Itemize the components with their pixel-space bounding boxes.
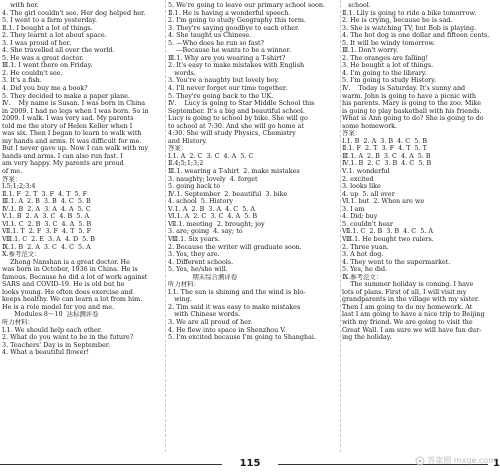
text-line: 5. They decided to make a paper plane. bbox=[2, 92, 130, 100]
text-line: ing the holiday. bbox=[342, 334, 392, 342]
text-line: 3. We are all proud of her. bbox=[168, 318, 253, 326]
text-line: am very happy. My parents are proud bbox=[2, 160, 124, 168]
column-divider-2 bbox=[340, 0, 341, 452]
text-line: 4. The hot dog is one dollar and fifteen cents. bbox=[342, 32, 490, 40]
text-line: 3. A hot dog. bbox=[342, 251, 384, 259]
text-line: Ⅵ.1. but 2. When are we bbox=[342, 198, 425, 206]
text-line: some homework. bbox=[342, 122, 398, 130]
text-line: Ⅴ.1. A 2. B 3. A 4. C 5. A bbox=[168, 205, 255, 213]
text-line: 5. Yes, he/she will. bbox=[168, 266, 228, 274]
text-line: 2. What do you want to be in the future? bbox=[2, 334, 134, 342]
text-line: told me the story of Helen Keller when I bbox=[2, 122, 133, 130]
text-line: 5. going back to bbox=[168, 183, 221, 191]
text-line: 3. They're saying goodbye to each other. bbox=[168, 24, 300, 32]
text-line: 2. He is crying, because he is sad. bbox=[342, 17, 453, 25]
text-line: 2. It's easy to make mistakes with English bbox=[168, 62, 305, 70]
watermark-logo-icon bbox=[415, 456, 425, 466]
text-line: 5. They're going back to the UK. bbox=[168, 92, 274, 100]
text-line: 3. I was proud of her. bbox=[2, 39, 72, 47]
text-line: Ⅶ.1. meeting 2. brought; joy bbox=[168, 220, 265, 228]
text-line: Ⅰ.1. B 2. A 3. B 4. C 5. B bbox=[342, 137, 428, 145]
text-line: 答案： bbox=[2, 175, 22, 183]
edge-mark: 1 bbox=[493, 458, 500, 469]
text-line: 5. It will be windy tomorrow. bbox=[342, 39, 436, 47]
text-line: Ⅹ.参考范文： bbox=[2, 251, 41, 259]
text-line: —Because he wants to be a winner. bbox=[168, 47, 291, 55]
text-line: Ⅷ.1. Six years. bbox=[168, 235, 220, 243]
text-line: school. bbox=[342, 2, 371, 9]
text-line: 3. looks like bbox=[342, 183, 381, 191]
text-line: 2. Because the writer will graduate soon. bbox=[168, 243, 302, 251]
watermark-text: 答案圈 mxqe.com bbox=[427, 456, 496, 465]
text-line: to school at 7:30. And she will go home at bbox=[168, 122, 304, 130]
text-line: Ⅴ.1. wonderful bbox=[342, 168, 390, 176]
text-line: Ⅲ.1. A 2. B 3. C 4. A 5. B bbox=[342, 152, 431, 160]
text-line: 3. naughty; lovely 4. forget bbox=[168, 175, 258, 183]
page-number: 115 bbox=[239, 458, 261, 469]
text-line: Ⅰ.5;1;2;3;4 bbox=[2, 183, 36, 191]
text-line: He is a role model for you and me. bbox=[2, 303, 115, 311]
text-line: was six. Then I began to learn to walk with bbox=[2, 130, 142, 138]
text-line: Ⅳ. Lucy is going to Star Middle School this bbox=[168, 100, 315, 108]
text-line: Great Wall. I am sure we will have fun dur- bbox=[342, 326, 482, 334]
text-line: 4. up 5. all over bbox=[342, 190, 395, 198]
text-line: 4. Different schools. bbox=[168, 258, 234, 266]
text-line: Ⅷ.1. C 2. E 3. A 4. D 5. B bbox=[2, 235, 95, 243]
text-line: The summer holiday is coming. I have bbox=[342, 281, 474, 289]
text-line: Ⅴ.1. B 2. A 3. C 4. B 5. A bbox=[2, 213, 90, 221]
text-line: 4. Did; buy bbox=[342, 213, 378, 221]
text-line: Ⅳ.1. B 2. C 3. B 4. C 5. B bbox=[342, 160, 432, 168]
text-line: Then I am going to do my homework. At bbox=[342, 303, 473, 311]
text-line: last I am going to have a nice trip to Beijing bbox=[342, 311, 485, 319]
text-line: 3. He bought a lot of things. bbox=[342, 62, 434, 70]
text-line: lots of plans. First of all, I will visit my bbox=[342, 288, 467, 296]
text-line: Ⅰ.1. We should help each other. bbox=[2, 326, 103, 334]
text-line: 3. She is watching TV, but Bob is playing. bbox=[342, 24, 477, 32]
text-line: Ⅱ.1. F 2. T 3. F 4. T 5. F bbox=[2, 190, 88, 198]
text-line: Ⅱ.1. Lily is going to ride a bike tomorrow. bbox=[342, 9, 477, 17]
column-middle bbox=[168, 2, 338, 342]
text-line: was born in October, 1936 in China. He is bbox=[2, 266, 138, 274]
text-line: 5. I'm going to study History. bbox=[342, 77, 437, 85]
text-line: 4. What a beautiful flower! bbox=[2, 349, 90, 357]
text-line: 2. The oranges are falling! bbox=[342, 54, 429, 62]
text-line: 3. Yes, they are. bbox=[168, 251, 220, 259]
text-line: 2. They learnt a lot about space. bbox=[2, 32, 107, 40]
text-line: Ⅱ.1. He is having a wonderful speech. bbox=[168, 9, 291, 17]
text-line: 3. It's a fish. bbox=[2, 77, 42, 85]
footer-rule-left bbox=[0, 464, 222, 465]
text-line: warm. John is going to have a picnic with bbox=[342, 92, 477, 100]
text-line: my hands and arms. It was difficult for me. bbox=[2, 137, 142, 145]
text-line: Ⅲ.1. A 2. B 3. B 4. C 5. B bbox=[2, 198, 91, 206]
text-line: 5. —Who does he run so fast? bbox=[168, 39, 264, 47]
text-line: Ⅱ.4;5;1;3;2 bbox=[168, 160, 204, 168]
text-line: 4. school 5. History bbox=[168, 198, 234, 206]
text-line: Ⅲ.1. I went there on Friday. bbox=[2, 62, 93, 70]
text-line: 4. He flew into space in Shenzhou V. bbox=[168, 326, 286, 334]
text-line: 期末综合测评卷 bbox=[168, 273, 238, 281]
text-line: Ⅳ.1. B 2. A 3. A 4. A 5. C bbox=[2, 205, 91, 213]
text-line: Ⅸ.1. B 2. A 3. C 4. C 5. A bbox=[2, 243, 91, 251]
text-line: looks young. He often does exercise and bbox=[2, 288, 133, 296]
text-line: Zhong Nanshan is a great doctor. He bbox=[2, 258, 130, 266]
text-line: is going to play basketball with his friends. bbox=[342, 107, 482, 115]
text-line: 4. She taught us Chinese. bbox=[168, 32, 252, 40]
text-line: keeps healthy. We can learn a lot from him. bbox=[2, 296, 143, 304]
text-line: 听力材料： bbox=[2, 318, 34, 326]
watermark bbox=[415, 455, 496, 466]
text-line: 5. We're going to leave our primary school soon. bbox=[168, 2, 325, 9]
text-line: Ⅶ.1. T 2. F 3. F 4. T 5. F bbox=[2, 228, 92, 236]
text-line: Ⅰ.1. The sun is shining and the wind is blo- bbox=[168, 288, 306, 296]
text-line: 听力材料： bbox=[168, 281, 200, 289]
text-line: September. It's a big and beautiful school. bbox=[168, 107, 305, 115]
text-line: hands and arms. I can also run fast. I bbox=[2, 152, 123, 160]
text-line: 2. Tim said it was easy to make mistakes bbox=[168, 303, 301, 311]
text-line: 2009. I walk. I was very sad. My parents bbox=[2, 115, 134, 123]
text-line: Ⅶ.1. C 2. B 3. B 4. C 5. A bbox=[342, 228, 433, 236]
column-divider-1 bbox=[165, 0, 166, 452]
text-line: 2. I'm going to study Geography this term. bbox=[168, 17, 306, 25]
text-line: in 2009. I had no legs when I was born. So in bbox=[2, 107, 149, 115]
text-line: words. bbox=[168, 69, 196, 77]
text-line: grandparents in the village with my sister. bbox=[342, 296, 480, 304]
text-line: Ⅲ.1. wearing a T-shirt 2. make mistakes bbox=[168, 168, 300, 176]
text-line: 2. excited bbox=[342, 175, 374, 183]
column-right bbox=[342, 2, 498, 342]
text-line: Ⅲ.1. Why are you wearing a T-shirt? bbox=[168, 54, 286, 62]
text-line: Ⅷ.1. He bought two rulers. bbox=[342, 235, 434, 243]
text-line: What is Ann going to do? She is going to do bbox=[342, 115, 484, 123]
text-line: Ⅱ.1. F 2. T 3. F 4. T 5. T bbox=[342, 145, 427, 153]
text-line: Ⅳ. Today is Saturday. It's sunny and bbox=[342, 85, 466, 93]
text-line: with her. bbox=[2, 2, 39, 9]
text-line: 4. I'll never forget our time together. bbox=[168, 85, 288, 93]
text-line: 2. He couldn't see. bbox=[2, 69, 63, 77]
text-line: and History. bbox=[168, 137, 208, 145]
text-line: Ⅱ.1. I bought a lot of things. bbox=[2, 24, 93, 32]
text-line: 3. Teachers' Day is in September. bbox=[2, 341, 111, 349]
text-line: 5. couldn't hear bbox=[342, 220, 394, 228]
text-line: Lucy is going to school by bike. She will go bbox=[168, 115, 308, 123]
text-line: 4. She travelled all over the world. bbox=[2, 47, 115, 55]
text-line: of me. bbox=[2, 168, 23, 176]
text-line: 4. Did you buy me a book? bbox=[2, 85, 88, 93]
text-line: Ⅸ.参考范文： bbox=[342, 273, 383, 281]
text-line: Ⅳ. My name is Susan. I was born in China bbox=[2, 100, 146, 108]
text-line: 2. Three yuan. bbox=[342, 243, 389, 251]
text-line: wing. bbox=[168, 296, 192, 304]
text-line: 3. are; going 4. say; to bbox=[168, 228, 243, 236]
text-line: 4. I'm going to the library. bbox=[342, 69, 427, 77]
column-left bbox=[2, 2, 162, 357]
text-line: 5. I'm excited because I'm going to Shanghai. bbox=[168, 334, 317, 342]
text-line: 4:30. She will study Physics, Chemistry bbox=[168, 130, 296, 138]
text-line: 3. I am bbox=[342, 205, 365, 213]
text-line: 3. You're a naughty but lovely boy. bbox=[168, 77, 280, 85]
text-line: But I never gave up. Now I can walk with my bbox=[2, 145, 149, 153]
text-line: Ⅰ.1. A 2. C 3. C 4. A 5. C bbox=[168, 152, 254, 160]
text-line: famous. Because he did a lot of work against bbox=[2, 273, 148, 281]
text-line: his parents. Mary is going to the zoo. Mike bbox=[342, 100, 482, 108]
text-line: 5. I went to a farm yesterday. bbox=[2, 17, 98, 25]
text-line: 5. Yes, he did. bbox=[342, 266, 388, 274]
text-line: Ⅳ.1. September 2. beautiful 3. bike bbox=[168, 190, 288, 198]
text-line: with my friend. We are going to visit the bbox=[342, 318, 473, 326]
text-line: 4. They went to the supermarket. bbox=[342, 258, 451, 266]
text-line: 4. The girl couldn't see. Her dog helped her. bbox=[2, 9, 146, 17]
text-line: SARS and COVID-19. He is old but he bbox=[2, 281, 125, 289]
text-line: Modules 8～10 达标测评卷 bbox=[2, 311, 99, 319]
text-line: with Chinese words. bbox=[168, 311, 241, 319]
text-line: 答案： bbox=[342, 130, 362, 138]
text-line: 答案： bbox=[168, 145, 188, 153]
text-line: Ⅵ.1. C 2. B 3. C 4. A 5. B bbox=[2, 220, 92, 228]
text-line: Ⅲ.1. Don't worry. bbox=[342, 47, 398, 55]
text-line: Ⅵ.1. A 2. C 3. C 4. A 5. B bbox=[168, 213, 258, 221]
text-line: 5. He was a great doctor. bbox=[2, 54, 84, 62]
